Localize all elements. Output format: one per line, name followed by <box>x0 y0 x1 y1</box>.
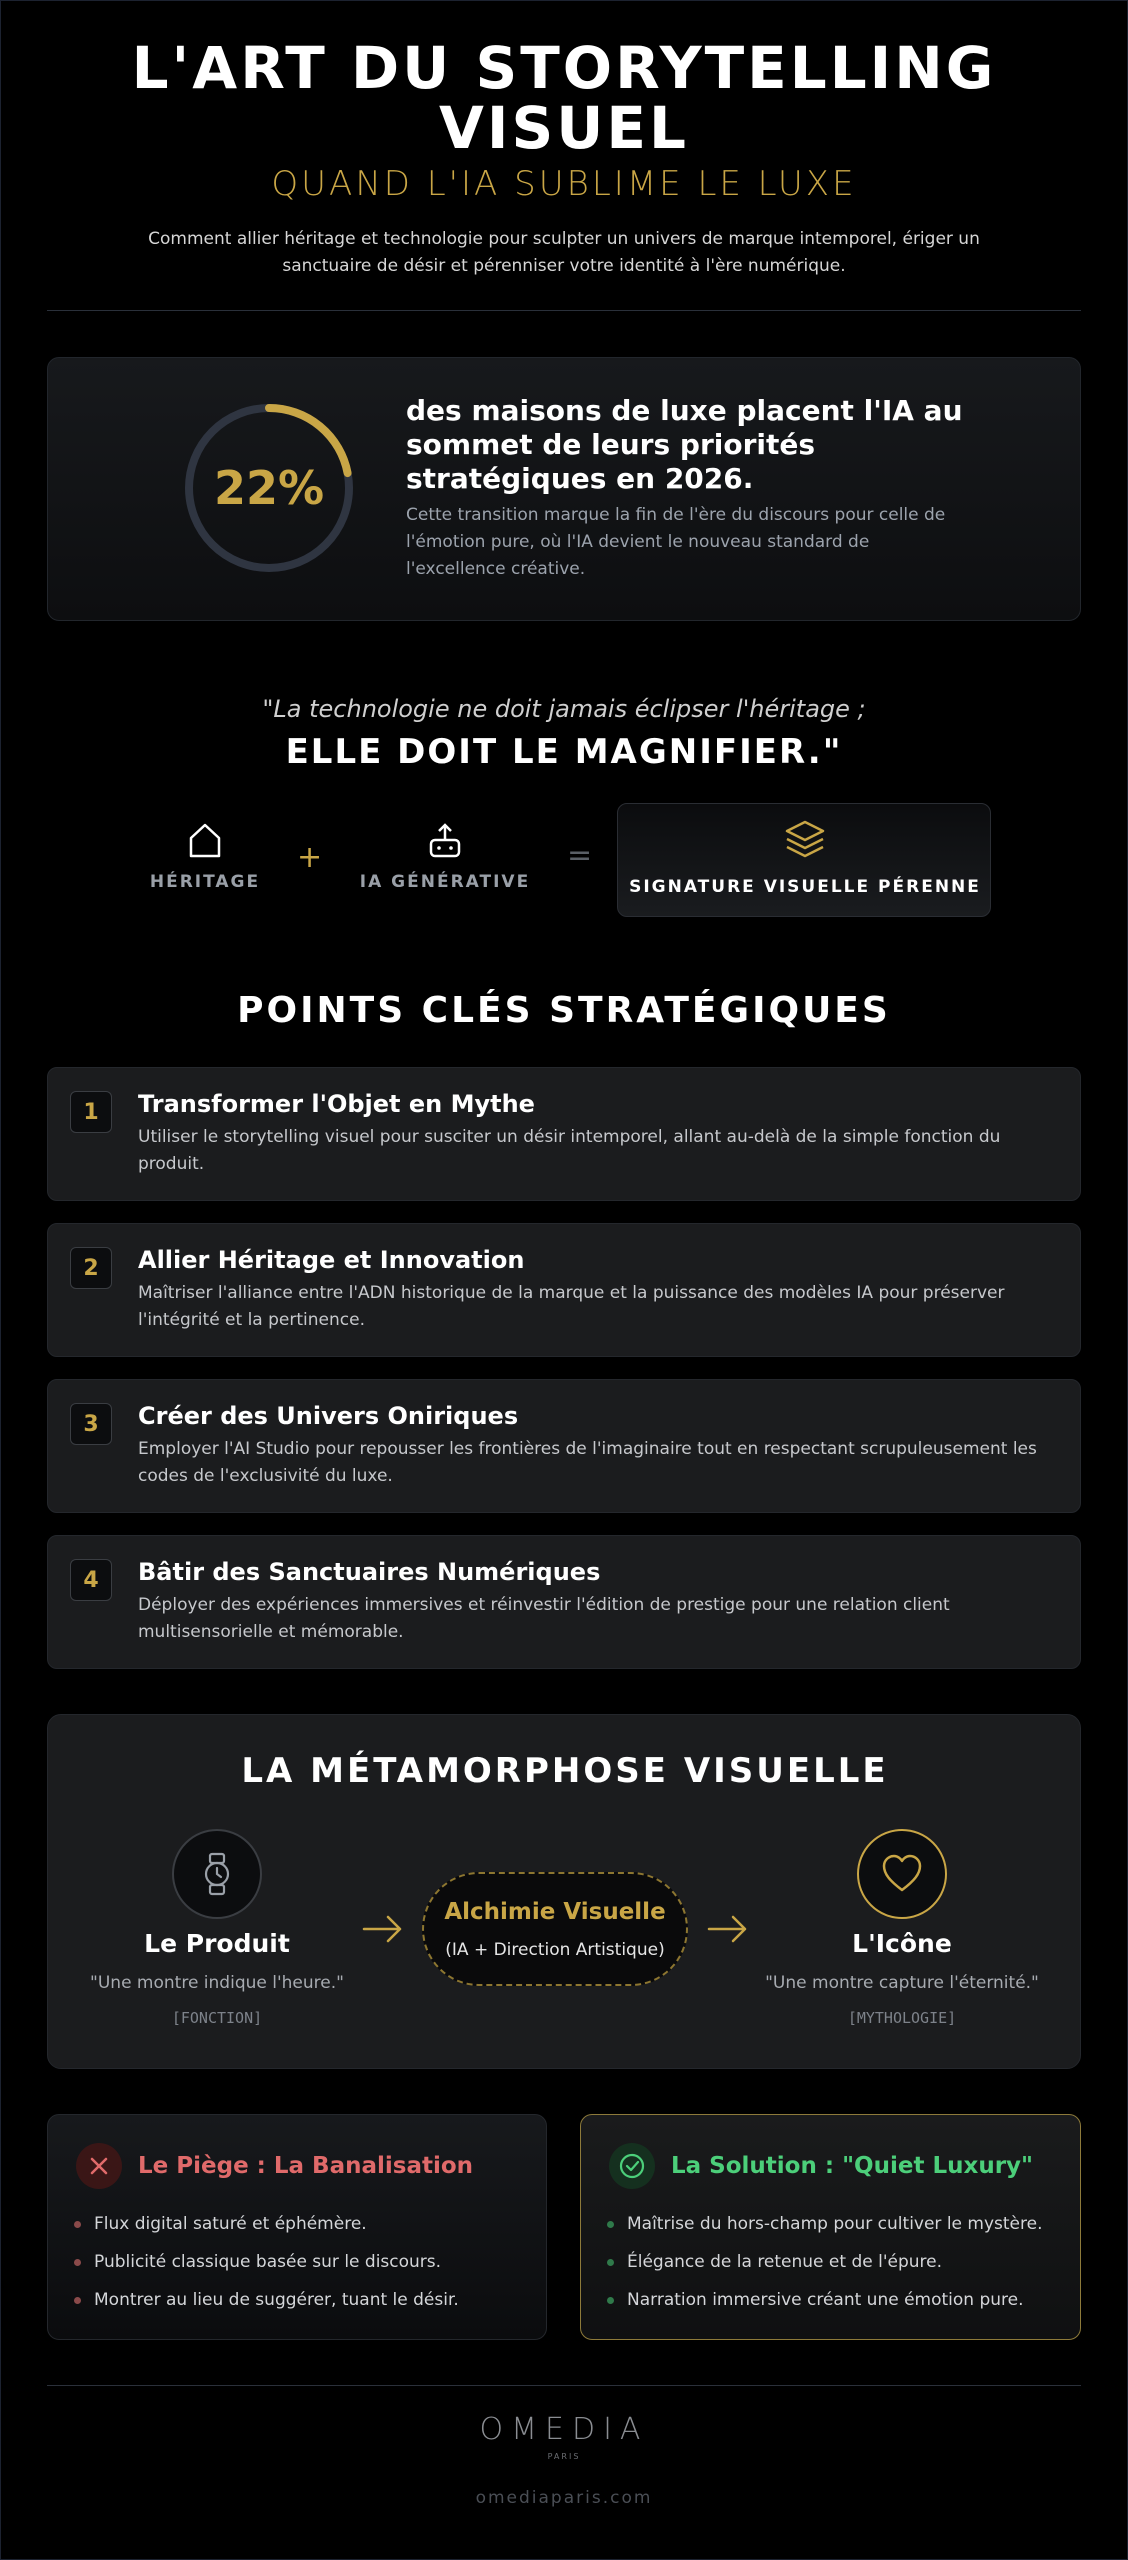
point-card <box>47 1223 1081 1357</box>
home-icon <box>185 820 225 860</box>
layers-icon <box>783 818 827 862</box>
point-number: 4 <box>70 1559 112 1601</box>
point-number: 3 <box>70 1403 112 1445</box>
list-item: Publicité classique basée sur le discours. <box>74 2243 459 2281</box>
quote-line-2: ELLE DOIT LE MAGNIFIER." <box>285 732 843 772</box>
point-number: 1 <box>70 1091 112 1133</box>
metamorphosis-title: LA MÉTAMORPHOSE VISUELLE <box>241 1751 889 1791</box>
website-link[interactable]: omediaparis.com <box>475 2488 653 2508</box>
arrow-right-icon <box>707 1914 749 1944</box>
point-card <box>47 1379 1081 1513</box>
point-title: Bâtir des Sanctuaires Numériques <box>138 1558 601 1586</box>
trap-list <box>74 2205 459 2319</box>
solution-list <box>607 2205 1043 2319</box>
equation-ai <box>350 820 540 892</box>
metamorphosis-card <box>47 1714 1081 2069</box>
stat-card <box>47 357 1081 621</box>
product-tag: [FONCTION] <box>171 2009 263 2027</box>
point-description: Employer l'AI Studio pour repousser les frontières de l'imaginaire tout en respectant scrupuleusement les codes de l'exclusivité du luxe. <box>138 1439 1037 1486</box>
point-description: Maîtriser l'alliance entre l'ADN historique de la marque et la puissance des modèles IA pour préserver l'intégrité et la pertinence. <box>138 1283 1005 1330</box>
alchemy-pill <box>422 1872 688 1986</box>
points-title: POINTS CLÉS STRATÉGIQUES <box>237 990 891 1031</box>
equation-heritage <box>130 820 280 892</box>
point-title: Allier Héritage et Innovation <box>138 1246 525 1274</box>
equation-ai-label: IA GÉNÉRATIVE <box>359 872 531 892</box>
intro-text: Comment allier héritage et technologie pour sculpter un univers de marque intemporel, ériger un sanctuaire de désir et pérenniser votre identité à l'ère numérique. <box>148 229 980 276</box>
signature-box <box>617 803 991 917</box>
watch-icon <box>195 1852 239 1896</box>
list-item: Montrer au lieu de suggérer, tuant le désir. <box>74 2281 459 2319</box>
solution-title: La Solution : "Quiet Luxury" <box>671 2153 1034 2179</box>
icon-tag: [MYTHOLOGIE] <box>847 2009 957 2027</box>
list-item: Narration immersive créant une émotion pure. <box>607 2281 1043 2319</box>
stat-headline: des maisons de luxe placent l'IA au sommet de leurs priorités stratégiques en 2026. <box>406 394 963 495</box>
stat-description: Cette transition marque la fin de l'ère du discours pour celle de l'émotion pure, où l'IA devient le nouveau standard de l'excellence créative. <box>406 505 946 579</box>
robot-icon <box>425 820 465 860</box>
solution-icon-circle <box>609 2143 655 2189</box>
point-title: Transformer l'Objet en Mythe <box>138 1090 535 1118</box>
product-quote: "Une montre indique l'heure." <box>90 1973 344 1993</box>
trap-title: Le Piège : La Banalisation <box>138 2153 474 2179</box>
point-description: Utiliser le storytelling visuel pour susciter un désir intemporel, allant au-delà de la simple fonction du produit. <box>138 1127 1001 1174</box>
list-item: Flux digital saturé et éphémère. <box>74 2205 459 2243</box>
equals-sign: = <box>567 838 593 873</box>
heart-icon <box>880 1852 924 1896</box>
page-title: L'ART DU STORYTELLING VISUEL <box>131 34 997 162</box>
alchemy-title: Alchimie Visuelle <box>444 1899 666 1925</box>
signature-label: SIGNATURE VISUELLE PÉRENNE <box>629 877 981 897</box>
plus-sign: + <box>297 840 323 875</box>
point-card <box>47 1067 1081 1201</box>
check-circle-icon <box>609 2143 655 2189</box>
trap-box <box>47 2114 547 2340</box>
divider <box>47 2385 1081 2386</box>
solution-box <box>580 2114 1081 2340</box>
quote-line-1: "La technologie ne doit jamais éclipser l'héritage ; <box>262 695 866 723</box>
stat-value: 22% <box>213 461 325 515</box>
point-title: Créer des Univers Oniriques <box>138 1402 519 1430</box>
omedia-logo: OMEDIA <box>479 2412 649 2447</box>
icon-circle <box>857 1829 947 1919</box>
equation-heritage-label: HÉRITAGE <box>149 872 261 892</box>
point-number: 2 <box>70 1247 112 1289</box>
product-name: Le Produit <box>144 1929 290 1958</box>
alchemy-subtitle: (IA + Direction Artistique) <box>445 1940 665 1960</box>
trap-icon-circle <box>76 2143 122 2189</box>
icon-name: L'Icône <box>852 1929 952 1958</box>
divider <box>47 310 1081 311</box>
list-item: Élégance de la retenue et de l'épure. <box>607 2243 1043 2281</box>
close-icon <box>76 2143 122 2189</box>
list-item: Maîtrise du hors-champ pour cultiver le mystère. <box>607 2205 1043 2243</box>
icon-quote: "Une montre capture l'éternité." <box>765 1973 1039 1993</box>
point-card <box>47 1535 1081 1669</box>
product-circle <box>172 1829 262 1919</box>
point-description: Déployer des expériences immersives et réinvestir l'édition de prestige pour une relation client multisensorielle et mémorable. <box>138 1595 950 1642</box>
logo-subtitle: PARIS <box>547 2452 581 2461</box>
arrow-right-icon <box>362 1914 404 1944</box>
page-subtitle: QUAND L'IA SUBLIME LE LUXE <box>271 164 857 204</box>
